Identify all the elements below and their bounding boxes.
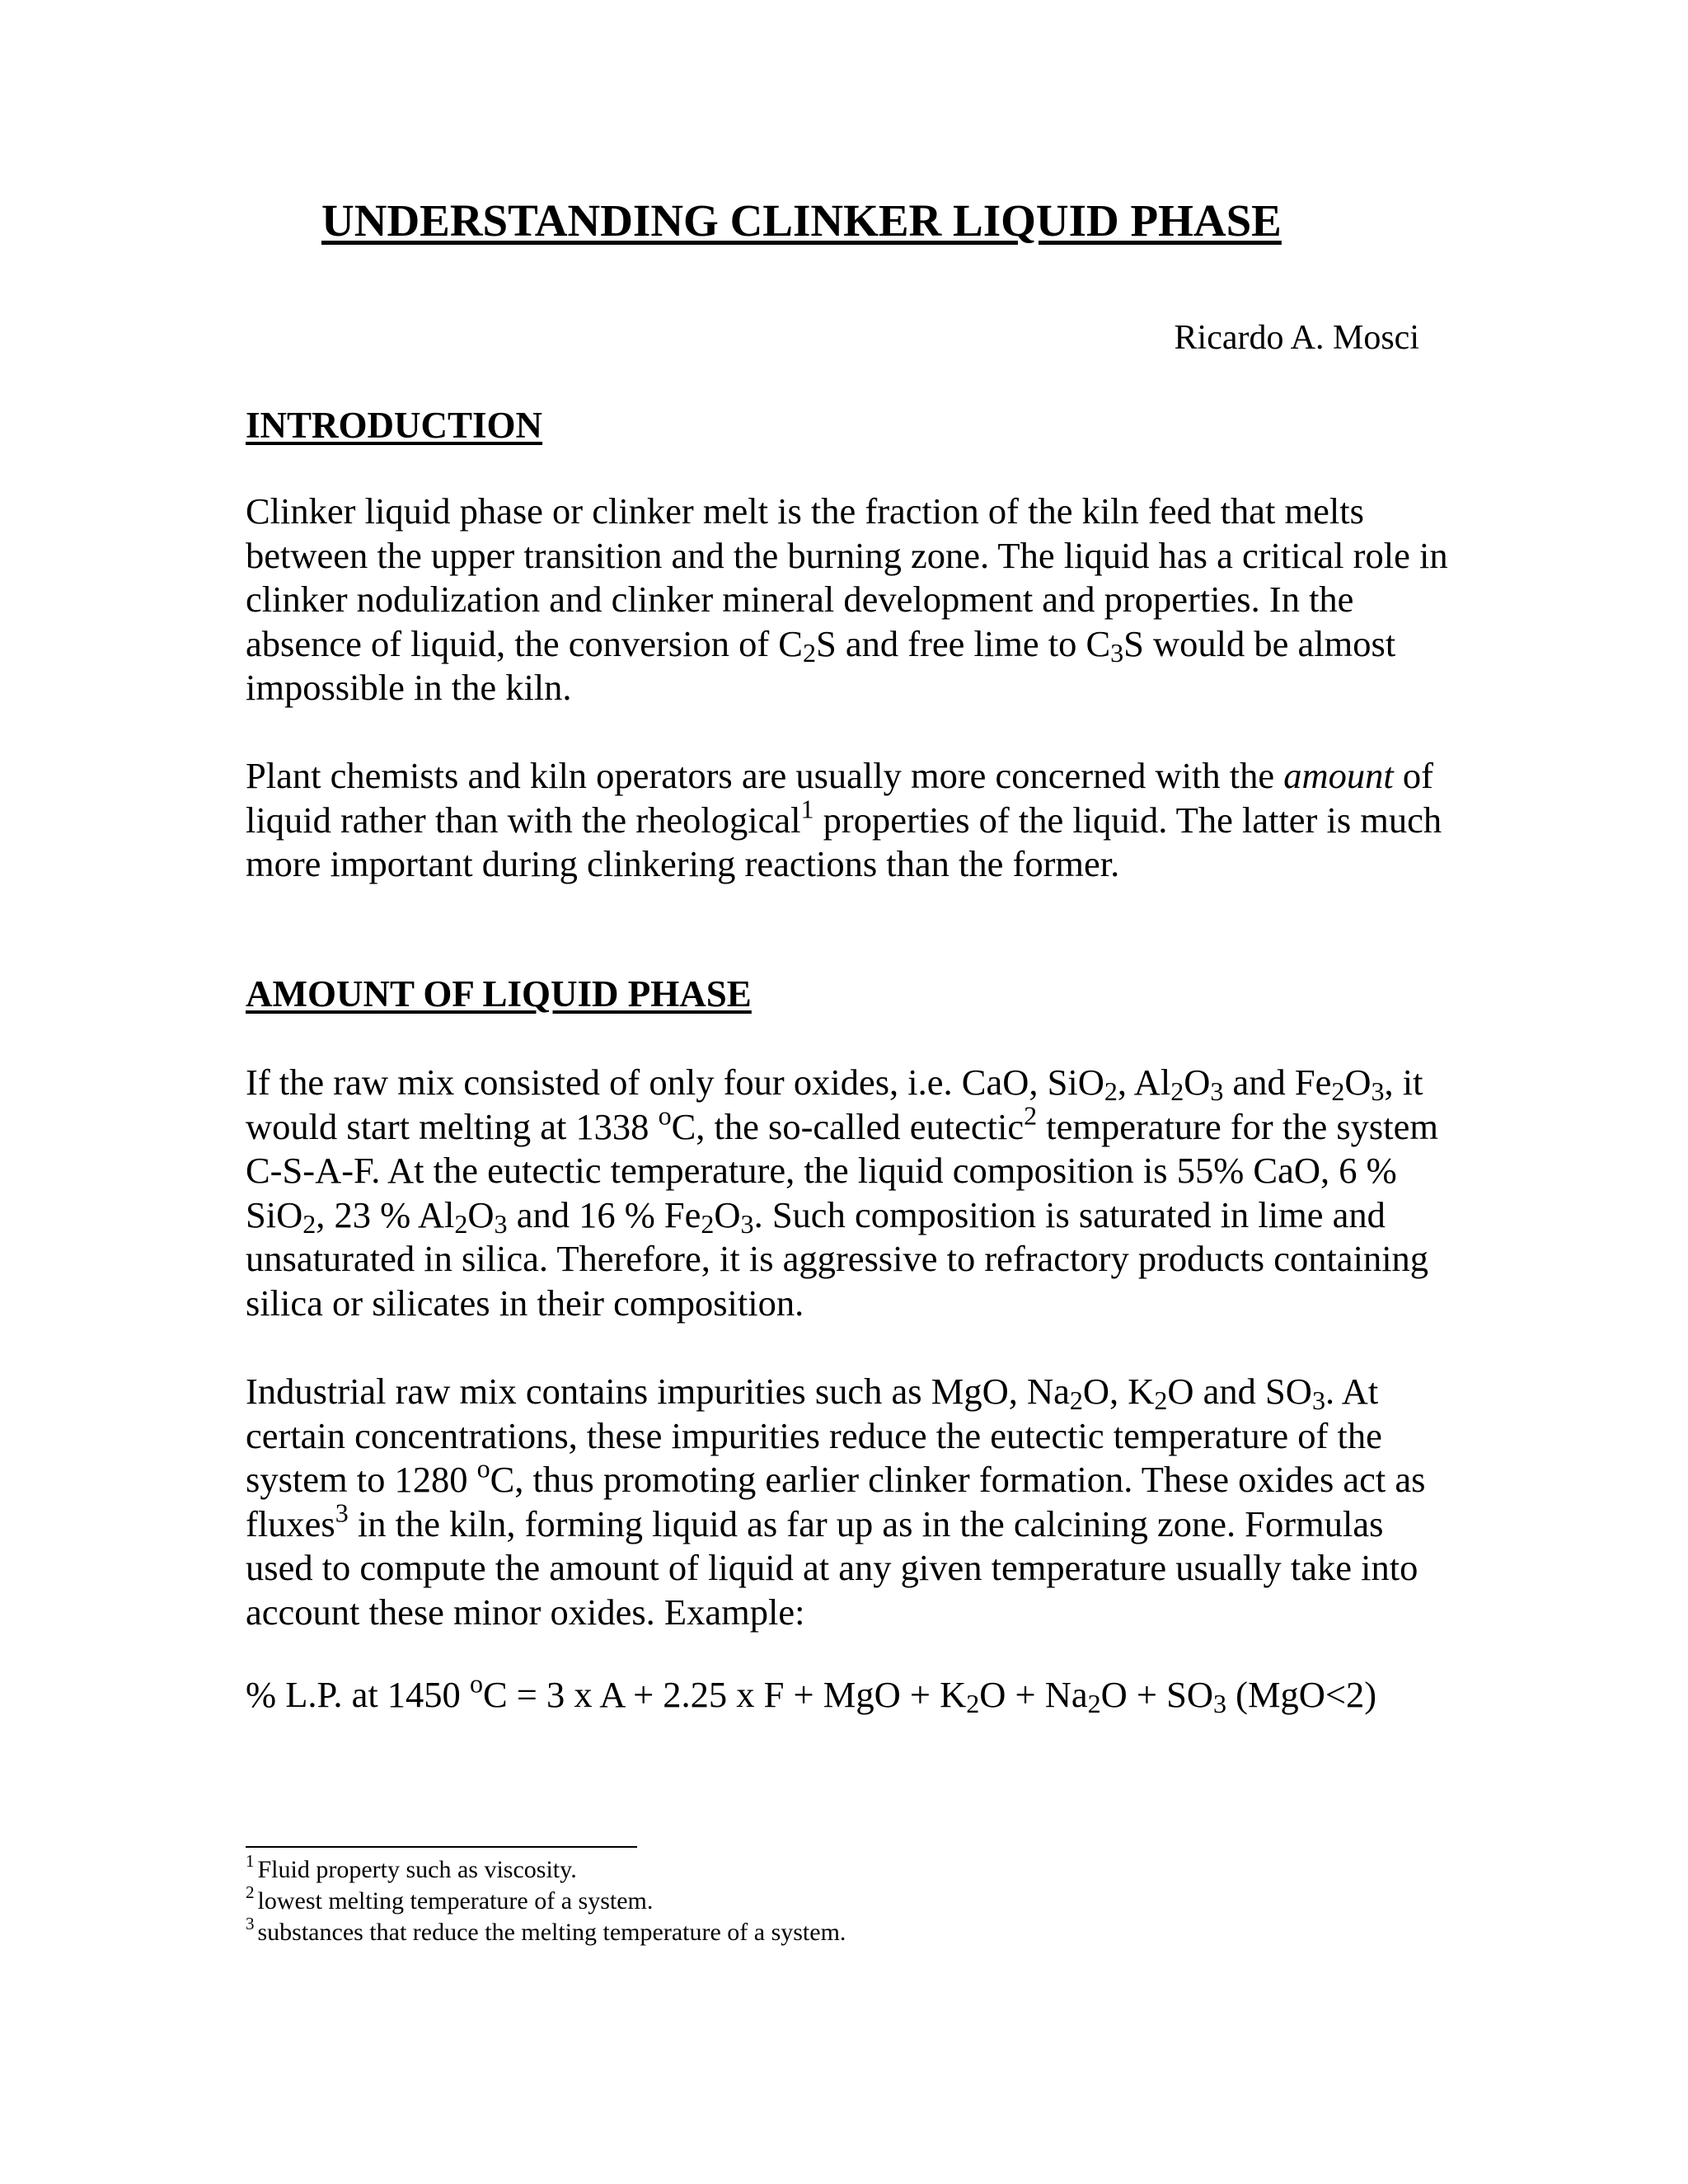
intro-paragraph-2: Plant chemists and kiln operators are usually more concerned with the amount of liquid rather than with the rheological$^1$ properties of the liquid. The latter is much more important during clinkering reactions than the former.	[246, 755, 1442, 884]
footnote-divider	[246, 1846, 637, 1848]
footnote-item: $^3$ substances that reduce the melting temperature of a system.	[246, 1914, 846, 1946]
page-title: UNDERSTANDING CLINKER LIQUID PHASE	[321, 195, 1282, 246]
footnote-ref-1: 1	[800, 793, 814, 823]
footnote-ref-2: 2	[1024, 1099, 1038, 1130]
intro-paragraph-1: Clinker liquid phase or clinker melt is the fraction of the kiln feed that melts between the upper transition and the burning zone. The liquid has a critical role in clinker nodulization and clinker mineral development and properties. In the absence of liquid, the conversion of $C_2S$ and free lime to $C_3S$ would be almost impossible in the kiln.	[246, 490, 1448, 708]
footnote-item: $^1$ Fluid property such as viscosity.	[246, 1851, 577, 1883]
footnote-ref-3: 3	[335, 1497, 349, 1527]
footnotes	[246, 1851, 846, 1948]
section-heading-amount: AMOUNT OF LIQUID PHASE	[246, 973, 752, 1015]
amount-paragraph-2: Industrial raw mix contains impurities such as MgO, $Na_2O$, $K_2O$ and $SO_3$. At certain concentrations, these impurities reduce the eutectic temperature of the system to 1280 $^o$C, thus promoting earlier clinker formation. These oxides act as fluxes$^3$ in the kiln, forming liquid as far up as in the calcining zone. Formulas used to compute the amount of liquid at any given temperature usually take into account these minor oxides. Example:	[246, 1371, 1426, 1633]
section-heading-introduction: INTRODUCTION	[246, 405, 543, 446]
emphasis-text: amount	[1283, 755, 1394, 796]
liquid-phase-formula: % L.P. at 1450 $^o$C = 3 x A + 2.25 x F + MgO + $K_2O + Na_2O + SO_3$ (MgO<2)	[246, 1668, 1377, 1719]
author-name: Ricardo A. Mosci	[1174, 319, 1419, 357]
footnote-item: $^2$ lowest melting temperature of a system.	[246, 1882, 654, 1915]
amount-paragraph-1: If the raw mix consisted of only four oxides, i.e. CaO, SiO$_2$, $Al_2O_3$ and $Fe_2O_3$, it would start melting at 1338 $^o$C, the so-called eutectic$^2$ temperature for the system C-S-A-F. At the eutectic temperature, the liquid composition is 55% CaO, 6 % SiO$_2$, 23 % $Al_2O_3$ and 16 % $Fe_2O_3$. Such composition is saturated in lime and unsaturated in silica. Therefore, it is aggressive to refractory products containing silica or silicates in their composition.	[246, 1062, 1438, 1324]
